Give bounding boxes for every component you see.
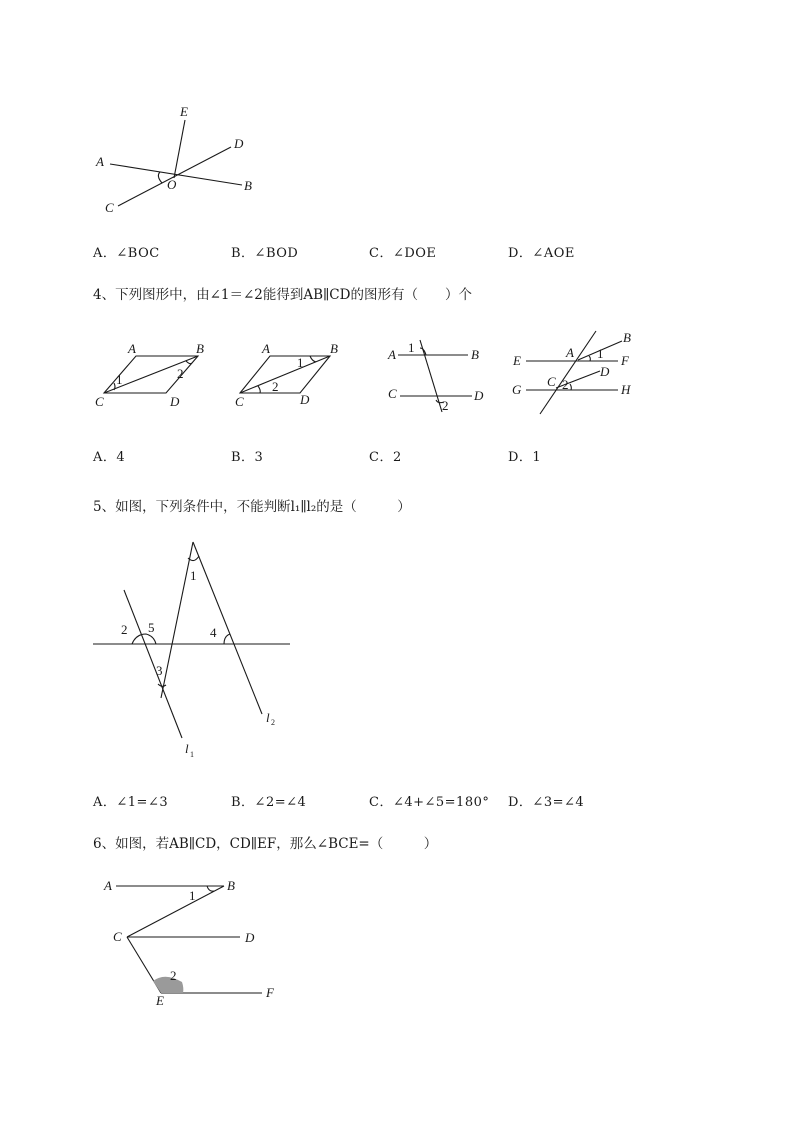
- q6-label-1: 1: [189, 888, 196, 903]
- q4-option-c[interactable]: C．2: [369, 450, 402, 465]
- q4-fig3-transversal: [420, 340, 442, 412]
- q4-figure-4: [512, 330, 631, 414]
- q4-fig2-label-a: A: [262, 341, 270, 356]
- q5-label-l2: l: [266, 710, 270, 725]
- q4-fig1-label-d: D: [170, 394, 180, 409]
- q6-label-c: C: [113, 929, 122, 944]
- label-d: D: [234, 136, 244, 151]
- q4-option-d[interactable]: D．1: [508, 450, 542, 465]
- q4-figure-3: [387, 340, 484, 413]
- q4-figure-2: [235, 341, 338, 409]
- q4-fig2-angle2: [258, 386, 260, 393]
- question-6-text: 6、如图，若AB∥CD，CD∥EF，那么∠BCE=（ ）: [93, 836, 438, 852]
- q4-fig4-label-f: F: [621, 353, 629, 368]
- q5-label-l1: l: [185, 741, 189, 756]
- q5-option-b[interactable]: B．∠2=∠4: [231, 795, 307, 810]
- q4-fig4-angle1: [589, 356, 590, 361]
- q4-fig4-label-1: 1: [597, 346, 604, 361]
- q6-label-d: D: [245, 930, 255, 945]
- q6-segment-bc: [127, 886, 224, 937]
- label-b: B: [244, 178, 252, 193]
- q5-line-l1: [124, 590, 182, 738]
- q4-fig3-label-2: 2: [442, 398, 449, 413]
- q4-fig4-label-h: H: [621, 382, 631, 397]
- q5-label-4: 4: [210, 625, 217, 640]
- figure-q3-angles: [0, 0, 794, 240]
- q4-fig4-angle2: [570, 384, 571, 390]
- q4-fig4-label-a: A: [566, 345, 574, 360]
- q5-option-d[interactable]: D．∠3=∠4: [508, 795, 585, 810]
- label-c: C: [105, 200, 114, 215]
- q5-label-l1-subscript: 1: [190, 750, 194, 759]
- q6-label-a: A: [104, 878, 112, 893]
- q4-fig2-angle1: [310, 356, 316, 362]
- q4-fig2-label-1: 1: [297, 355, 304, 370]
- q5-option-c[interactable]: C．∠4+∠5=180°: [369, 795, 490, 810]
- q4-fig4-label-e: E: [513, 353, 521, 368]
- q4-fig3-label-b: B: [471, 347, 479, 362]
- q4-fig4-label-d: D: [600, 364, 610, 379]
- question-5-text: 5、如图，下列条件中，不能判断l₁∥l₂的是（ ）: [93, 499, 411, 515]
- q4-fig3-label-1: 1: [408, 340, 415, 355]
- q6-angle1: [207, 886, 214, 891]
- q5-angle4: [224, 634, 230, 644]
- q4-fig2-label-d: D: [300, 392, 310, 407]
- q4-fig3-label-a: A: [388, 347, 396, 362]
- q4-fig4-label-b: B: [623, 330, 631, 345]
- q4-fig4-transversal-steep: [540, 331, 596, 414]
- q3-option-d[interactable]: D．∠AOE: [508, 246, 575, 261]
- q4-fig1-angle2: [186, 361, 192, 364]
- q4-option-a[interactable]: A．4: [93, 450, 126, 465]
- q5-label-2: 2: [121, 622, 128, 637]
- q4-fig3-label-c: C: [388, 386, 397, 401]
- q3-option-a[interactable]: A．∠BOC: [93, 246, 160, 261]
- line-e-o: [174, 120, 185, 178]
- q5-label-5: 5: [148, 620, 155, 635]
- angle-arc-aoc: [158, 172, 162, 183]
- q4-fig2-label-2: 2: [272, 379, 279, 394]
- q5-label-l2-subscript: 2: [271, 718, 275, 727]
- q4-fig4-label-2: 2: [562, 377, 569, 392]
- q3-option-b[interactable]: B．∠BOD: [231, 246, 299, 261]
- q4-figure-1: [95, 341, 204, 409]
- q6-angle2-fill: [153, 977, 183, 993]
- q3-option-c[interactable]: C．∠DOE: [369, 246, 437, 261]
- q4-option-b[interactable]: B．3: [231, 450, 264, 465]
- question-4-text: 4、下列图形中，由∠1＝∠2能得到AB∥CD的图形有（ ）个: [93, 287, 472, 303]
- q4-fig1-angle1: [114, 383, 115, 390]
- label-e: E: [180, 104, 188, 119]
- q5-line-l2: [193, 542, 262, 714]
- q4-fig4-label-g: G: [512, 382, 522, 397]
- q4-fig1-label-b: B: [196, 341, 204, 356]
- q4-fig2-label-c: C: [235, 394, 244, 409]
- q6-label-e: E: [156, 993, 164, 1008]
- q5-angle3: [158, 684, 166, 686]
- q6-label-2: 2: [170, 968, 177, 983]
- figure-q6-lines: [0, 870, 794, 1020]
- q6-label-b: B: [227, 878, 235, 893]
- figure-q5-lines: [0, 530, 794, 770]
- q5-label-1: 1: [190, 568, 197, 583]
- q5-zigzag-left: [161, 542, 193, 698]
- q4-fig1-label-2: 2: [177, 366, 184, 381]
- q4-fig1-label-a: A: [128, 341, 136, 356]
- q4-fig3-label-d: D: [474, 388, 484, 403]
- label-a: A: [96, 154, 104, 169]
- q4-fig2-diagonal: [240, 356, 330, 393]
- q6-label-f: F: [266, 985, 274, 1000]
- q5-label-3: 3: [156, 663, 163, 678]
- figure-q4-parallelograms: [0, 320, 794, 430]
- q4-fig1-label-c: C: [95, 394, 104, 409]
- q4-fig1-label-1: 1: [116, 372, 123, 387]
- q4-fig2-label-b: B: [330, 341, 338, 356]
- label-o: O: [167, 177, 177, 192]
- q4-fig4-label-c: C: [547, 374, 556, 389]
- q5-option-a[interactable]: A．∠1=∠3: [93, 795, 169, 810]
